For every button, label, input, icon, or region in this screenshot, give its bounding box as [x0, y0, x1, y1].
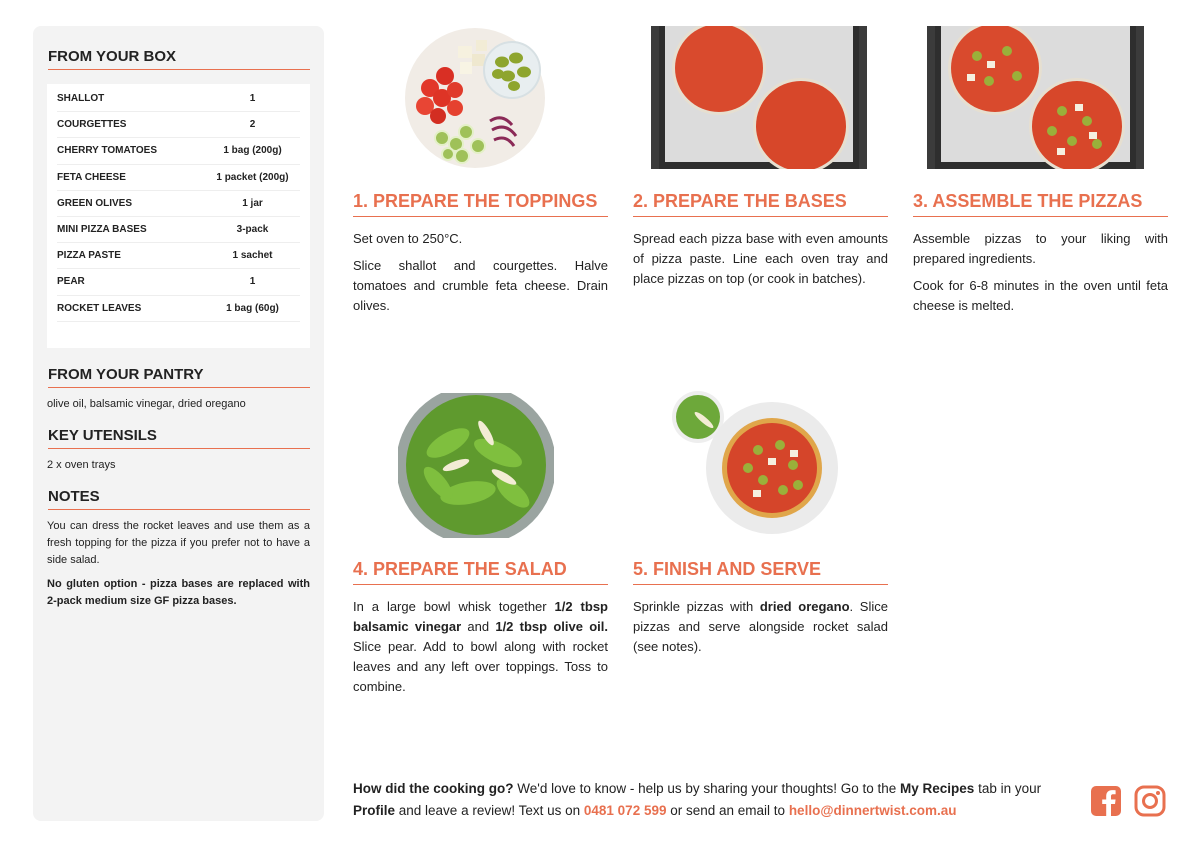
- ingredient-qty: 1 packet (200g): [216, 171, 289, 183]
- step-text: In a large bowl whisk together 1/2 tbsp balsamic vinegar and 1/2 tbsp olive oil. Slice pear. Add to bowl along with rocket leaves and any left over toppings. Toss to combine.: [353, 599, 609, 694]
- notes-gluten-option: No gluten option - pizza bases are replaced with 2-pack medium size GF pizza bases.: [47, 577, 310, 607]
- step-title: 4. PREPARE THE SALAD: [353, 559, 608, 585]
- step-emphasis: 1/2 tbsp olive oil.: [495, 619, 609, 634]
- feedback-question: How did the cooking go?: [353, 781, 514, 796]
- ingredient-qty: 1 bag (200g): [223, 145, 282, 157]
- ingredient-name: FETA CHEESE: [57, 171, 126, 183]
- step-title: 2. PREPARE THE BASES: [633, 191, 888, 217]
- step-text: Sprinkle pizzas with dried oregano. Slice pizzas and serve alongside rocket salad (see notes).: [633, 599, 888, 654]
- step-5: [633, 559, 888, 657]
- ingredient-name: PEAR: [57, 276, 85, 288]
- my-recipes-link[interactable]: My Recipes: [900, 781, 975, 796]
- ingredient-qty: 1 bag (60g): [226, 302, 279, 314]
- ingredient-row: [57, 112, 300, 138]
- ingredient-row: [57, 269, 300, 295]
- step-4: [353, 559, 608, 697]
- email-link[interactable]: hello@dinnertwist.com.au: [788, 803, 957, 818]
- ingredients-sidebar: [33, 26, 324, 821]
- ingredient-name: GREEN OLIVES: [57, 197, 133, 209]
- step-text: Assemble pizzas to your liking with prepared ingredients.: [913, 231, 1168, 266]
- pantry-section: [47, 366, 310, 413]
- bases-photo: [651, 26, 867, 169]
- ingredient-row: [57, 243, 300, 269]
- step-title: 5. FINISH AND SERVE: [633, 559, 888, 585]
- notes-heading: NOTES: [48, 488, 310, 510]
- step-3: [913, 191, 1168, 316]
- profile-link[interactable]: Profile: [353, 803, 396, 818]
- phone-link[interactable]: 0481 072 599: [583, 803, 667, 818]
- ingredient-row: [57, 138, 300, 164]
- notes-section: [47, 488, 310, 610]
- step-title: 3. ASSEMBLE THE PIZZAS: [913, 191, 1168, 217]
- step-text: Set oven to 250°C.: [353, 231, 463, 246]
- ingredient-name: MINI PIZZA BASES: [57, 224, 147, 236]
- ingredient-row: [57, 86, 300, 112]
- ingredient-qty: 1: [249, 276, 256, 288]
- step-text: Cook for 6-8 minutes in the oven until feta cheese is melted.: [913, 278, 1168, 313]
- feedback-footer: How did the cooking go? We'd love to know - help us by sharing your thoughts! Go to the My Recipes tab in your Profile and leave a review! Text us on 0481 072 599 or send an email to hello@dinnertwist.com.au: [353, 781, 1042, 818]
- ingredient-name: CHERRY TOMATOES: [57, 145, 158, 157]
- ingredient-name: ROCKET LEAVES: [57, 302, 142, 314]
- box-ingredients-table: [47, 84, 310, 348]
- step-emphasis: dried oregano: [759, 599, 850, 614]
- ingredient-row: [57, 296, 300, 322]
- salad-photo: [398, 393, 554, 538]
- ingredient-qty: 3-pack: [236, 224, 269, 236]
- assembled-pizzas-photo: [927, 26, 1144, 169]
- served-pizza-photo: [668, 390, 846, 535]
- pantry-heading: FROM YOUR PANTRY: [48, 366, 310, 388]
- utensils-text: 2 x oven trays: [47, 458, 116, 471]
- step-body: [633, 597, 888, 657]
- box-heading: FROM YOUR BOX: [48, 48, 310, 70]
- ingredient-row: [57, 217, 300, 243]
- step-body: [913, 229, 1168, 316]
- ingredient-row: [57, 191, 300, 217]
- step-2: [633, 191, 888, 289]
- utensils-heading: KEY UTENSILS: [48, 427, 310, 449]
- ingredient-name: SHALLOT: [57, 93, 105, 105]
- step-1: [353, 191, 608, 316]
- step-emphasis: 1/2 tbsp balsamic vinegar: [353, 599, 608, 634]
- toppings-photo: [400, 26, 550, 171]
- instagram-icon[interactable]: [1134, 785, 1166, 817]
- facebook-icon[interactable]: [1090, 785, 1122, 817]
- ingredient-name: COURGETTES: [57, 119, 127, 131]
- ingredient-row: [57, 165, 300, 191]
- ingredient-qty: 2: [249, 119, 256, 131]
- step-body: [633, 229, 888, 289]
- step-body: [353, 597, 608, 697]
- utensils-section: [47, 427, 310, 474]
- notes-text: You can dress the rocket leaves and use them as a fresh topping for the pizza if you prefer not to have a side salad.: [47, 519, 310, 566]
- step-text: Slice shallot and courgettes. Halve tomatoes and crumble feta cheese. Drain olives.: [353, 258, 608, 313]
- ingredient-qty: 1 sachet: [232, 250, 273, 262]
- pantry-text: olive oil, balsamic vinegar, dried oregano: [47, 397, 246, 410]
- step-title: 1. PREPARE THE TOPPINGS: [353, 191, 608, 217]
- step-body: [353, 229, 608, 316]
- ingredient-qty: 1 jar: [242, 197, 263, 209]
- ingredient-qty: 1: [249, 93, 256, 105]
- step-text: Spread each pizza base with even amounts of pizza paste. Line each oven tray and place pizzas on top (or cook in batches).: [633, 231, 888, 286]
- ingredient-name: PIZZA PASTE: [57, 250, 121, 262]
